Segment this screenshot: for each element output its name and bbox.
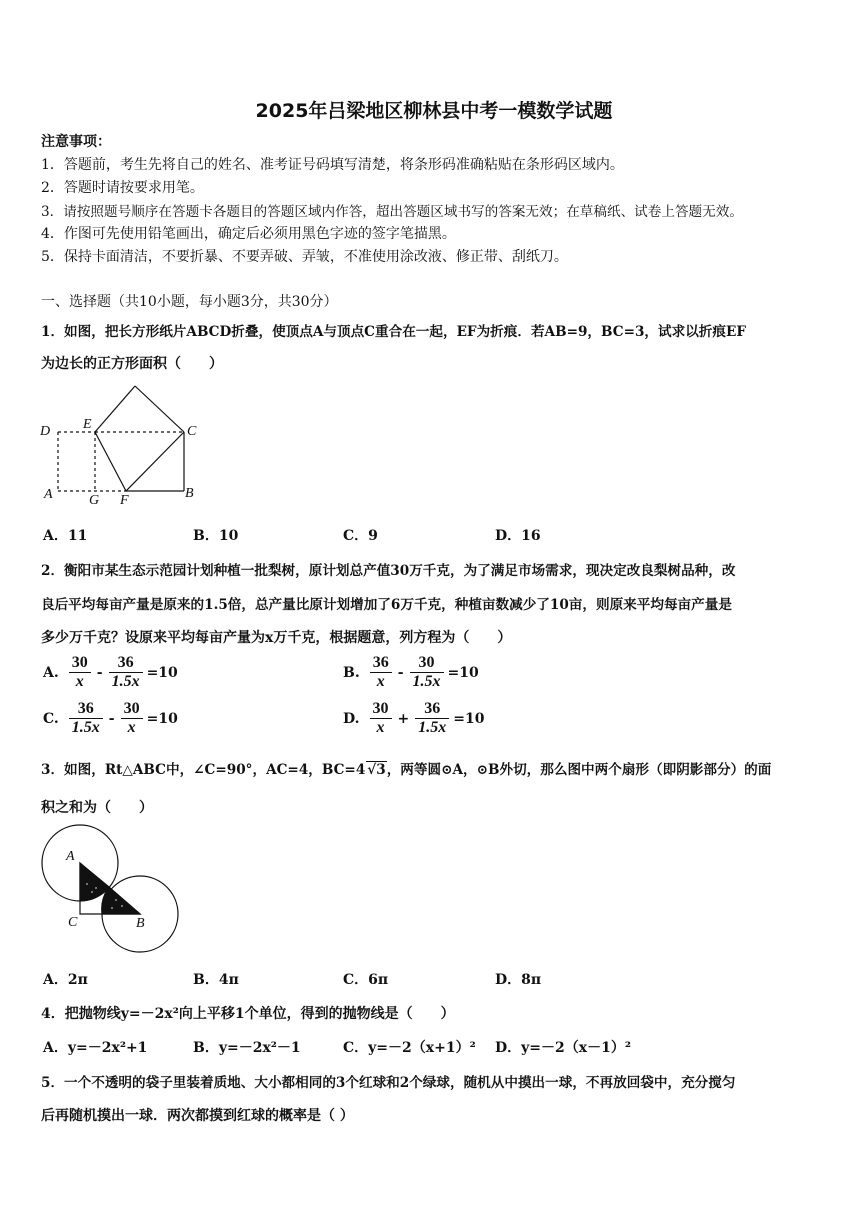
q1-option-a: A．11	[43, 528, 88, 544]
section-heading: 一、选择题（共10小题，每小题3分，共30分）	[41, 294, 338, 310]
q2-option-d: D. $\frac{30}{x}$ + $\frac{36}{1.5x}$ =10	[343, 700, 485, 736]
q4-option-a: A．y=－2x²+1	[43, 1040, 148, 1056]
q2-option-a: A. $\frac{30}{x}$ - $\frac{36}{1.5x}$ =10	[43, 654, 178, 690]
label-B: B	[185, 486, 194, 501]
label-C: C	[68, 915, 78, 930]
label-C: C	[187, 424, 197, 439]
q3-option-d: D．8π	[495, 972, 542, 988]
q1-option-c: C．9	[343, 528, 378, 544]
question-2-line: 良后平均每亩产量是原来的1.5倍，总产量比原计划增加了6万千克，种植亩数减少了10亩，则原来平均每亩产量是	[41, 597, 732, 613]
question-5-line: 5．一个不透明的袋子里装着质地、大小都相同的3个红球和2个绿球，随机从中摸出一球，不再放回袋中，充分搅匀	[41, 1075, 736, 1091]
q4-option-b: B．y=－2x²－1	[193, 1040, 301, 1056]
question-2-line: 多少万千克？设原来平均每亩产量为x万千克，根据题意，列方程为（ ）	[41, 630, 512, 646]
q4-option-c: C．y=－2（x+1）²	[343, 1040, 476, 1056]
notes-heading: 注意事项：	[41, 134, 111, 150]
note-item: 5．保持卡面清洁，不要折暴、不要弄破、弄皱，不准使用涂改液、修正带、刮纸刀。	[41, 249, 568, 265]
question-4-line: 4．把抛物线y=－2x²向上平移1个单位，得到的抛物线是（ ）	[41, 1006, 455, 1022]
label-A: A	[66, 849, 75, 864]
q2-option-b: B. $\frac{36}{x}$ - $\frac{30}{1.5x}$ =10	[343, 654, 479, 690]
label-A: A	[44, 487, 53, 502]
q1-option-b: B．10	[193, 528, 239, 544]
note-item: 2．答题时请按要求用笔。	[41, 180, 204, 196]
question-3-line: 3．如图，Rt△ABC中，∠C=90°，AC=4，BC=4 √3，两等圆⊙A，⊙B外切，那么图中两个扇形（即阴影部分）的面	[41, 762, 772, 778]
q3-option-a: A．2π	[43, 972, 88, 988]
label-E: E	[83, 417, 92, 432]
label-D: D	[40, 424, 51, 439]
sqrt-symbol: √3	[367, 762, 386, 778]
question-1-line: 1．如图，把长方形纸片ABCD折叠，使顶点A与顶点C重合在一起，EF为折痕．若AB=9，BC=3，试求以折痕EF	[41, 324, 747, 340]
q3-option-b: B．4π	[193, 972, 239, 988]
question-3-line: 积之和为（ ）	[41, 800, 153, 816]
question-1-line: 为边长的正方形面积（ ）	[41, 356, 223, 372]
note-item: 4．作图可先使用铅笔画出，确定后必须用黑色字迹的签字笔描黑。	[41, 226, 456, 242]
q2-option-c: C. $\frac{36}{1.5x}$ - $\frac{30}{x}$ =10	[43, 700, 178, 736]
label-B: B	[136, 916, 145, 931]
q3-option-c: C．6π	[343, 972, 389, 988]
label-F: F	[120, 493, 129, 508]
page-title: 2025年吕梁地区柳林县中考一模数学试题	[255, 100, 613, 122]
note-item: 1．答题前，考生先将自己的姓名、准考证号码填写清楚，将条形码准确粘贴在条形码区域内。	[41, 157, 624, 173]
question-3-figure	[36, 822, 186, 962]
note-item: 3．请按照题号顺序在答题卡各题目的答题区域内作答，超出答题区域书写的答案无效；在草稿纸、试卷上答题无效。	[41, 204, 743, 220]
question-1-figure	[36, 380, 206, 510]
question-5-line: 后再随机摸出一球．两次都摸到红球的概率是（ ）	[41, 1108, 354, 1124]
q1-option-d: D．16	[495, 528, 541, 544]
question-2-line: 2．衡阳市某生态示范园计划种植一批梨树，原计划总产值30万千克，为了满足市场需求，现决定改良梨树品种，改	[41, 563, 736, 579]
q4-option-d: D．y=－2（x－1）²	[495, 1040, 631, 1056]
label-G: G	[89, 493, 100, 508]
